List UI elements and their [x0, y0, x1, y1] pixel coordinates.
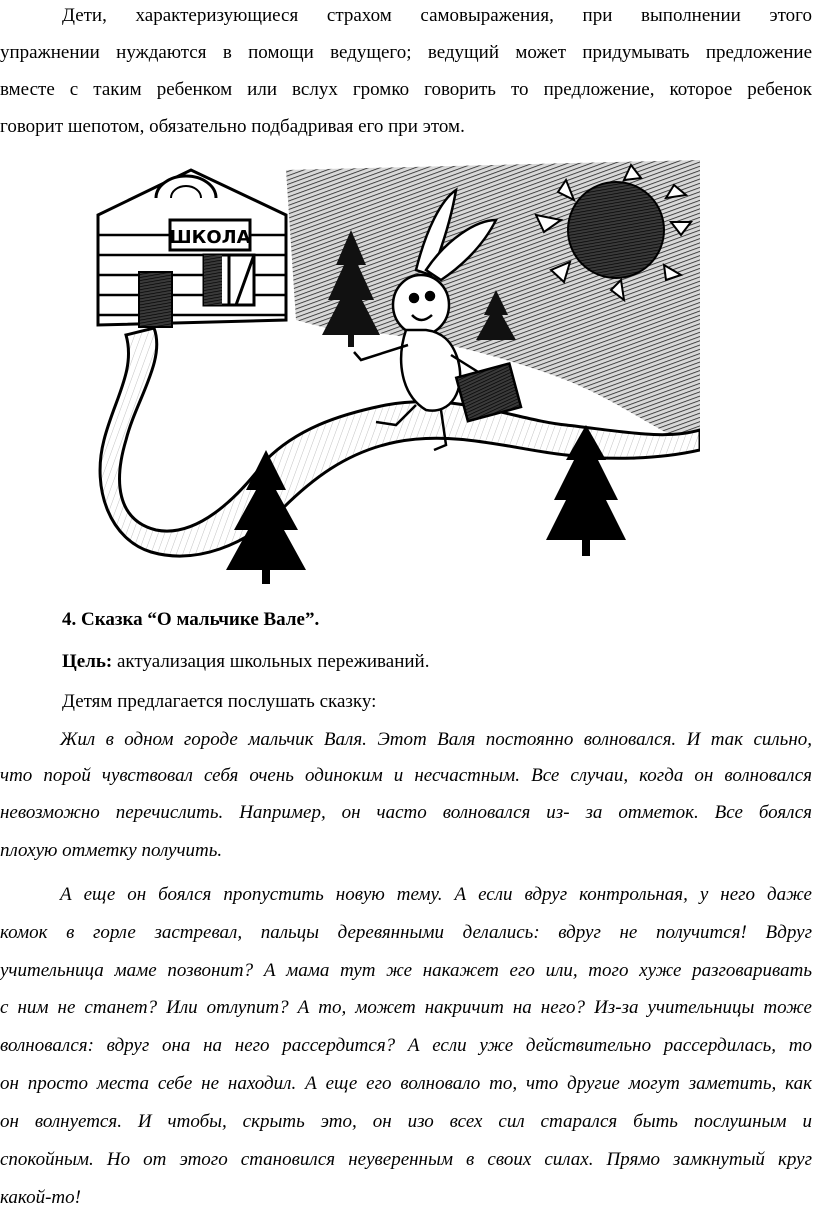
story-p1-line-3: невозможно перечислить. Например, он часто волновался из- за отметок. Все боялся: [0, 802, 812, 823]
story-p1-line-1: Жил в одном городе мальчик Валя. Этот Валя постоянно волновался. И так сильно,: [60, 729, 812, 750]
story-p2-line-5: волновался: вдруг она на него рассердится? А если уже действительно рассердилась, то: [0, 1035, 812, 1056]
story-p2-line-1: А еще он боялся пропустить новую тему. А если вдруг контрольная, у него даже: [60, 884, 812, 905]
story-p2-line-6: он просто места себе не находил. А еще его волновало то, что другие могут заметить, как: [0, 1073, 812, 1094]
story-p1-line-2: что порой чувствовал себя очень одиноким и несчастным. Все случаи, когда он волновался: [0, 765, 812, 786]
goal-line: [62, 650, 762, 674]
school-door: [139, 272, 172, 327]
school-house: [98, 170, 286, 327]
story-p1-line-4: плохую отметку получить.: [0, 840, 223, 861]
story-p2-line-2: комок в горле застревал, пальцы деревянными делались: вдруг не получится! Вдруг: [0, 922, 812, 943]
school-sign-text: ШКОЛА: [169, 227, 251, 248]
school-bag: [456, 364, 521, 422]
intro-line-1: Дети, характеризующиеся страхом самовыражения, при выполнении этого: [62, 5, 812, 26]
intro-line-4: говорит шепотом, обязательно подбадривая его при этом.: [0, 116, 465, 137]
invite-line: Детям предлагается послушать сказку:: [62, 691, 377, 712]
illustration-hare-going-to-school: [96, 160, 700, 586]
story-p2-line-3: учительница маме позвонит? А мама тут же накажет его или, того хуже разговаривать: [0, 960, 812, 981]
story-p2-line-7: он волнуется. И чтобы, скрыть это, он изо всех сил старался быть послушным и: [0, 1111, 812, 1132]
story-p2-line-4: с ним не станет? Или отлупит? А то, может накричит на него? Из-за учительницы тоже: [0, 997, 812, 1018]
intro-line-2: упражнении нуждаются в помощи ведущего; ведущий может придумывать предложение: [0, 42, 812, 63]
story-p2-line-9: какой-то!: [0, 1187, 81, 1208]
goal-label: Цель:: [62, 651, 113, 672]
intro-line-3: вместе с таким ребенком или вслух громко говорить то предложение, которое ребенок: [0, 79, 812, 100]
goal-text: актуализация школьных переживаний.: [112, 651, 430, 672]
story-p2-line-8: спокойным. Но от этого становился неуверенным в своих силах. Прямо замкнутый круг: [0, 1149, 812, 1170]
section-heading: 4. Сказка “О мальчике Вале”.: [62, 609, 320, 630]
